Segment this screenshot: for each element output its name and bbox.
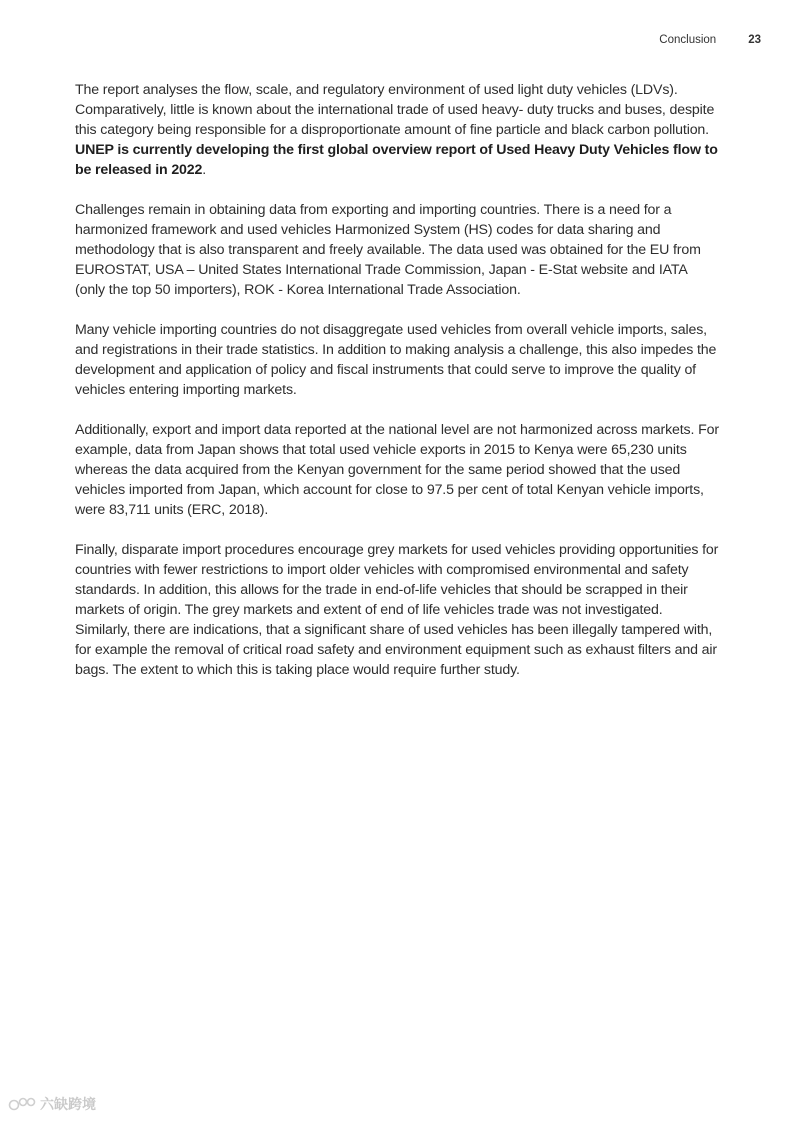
paragraph-1-end: . [202,162,207,178]
running-header [659,34,761,46]
paragraph-1-text: The report analyses the flow, scale, and regulatory environment of used light duty vehicles (LDVs). Comparatively, little is known about the international trade of used heavy- duty trucks and buses, despite this category being responsible for a disproportionate amount of fine particle and black carbon pollution. [75,82,715,138]
watermark-logo-icon [8,1096,36,1112]
section-title: Conclusion [659,34,717,46]
watermark-text: 六缺跨境 [40,1096,96,1112]
body-text [75,80,720,700]
paragraph-2: Challenges remain in obtaining data from exporting and importing countries. There is a need for a harmonized framework and used vehicles Harmonized System (HS) codes for data sharing and methodology that is also transparent and freely available. The data used was obtained for the EU from EUROSTAT, USA – United States International Trade Commission, Japan - E-Stat website and IATA (only the top 50 importers), ROK - Korea International Trade Association. [75,202,701,298]
paragraph-4: Additionally, export and import data reported at the national level are not harmonized across markets. For example, data from Japan shows that total used vehicle exports in 2015 to Kenya were 65,230 units whereas the data acquired from the Kenyan government for the same period showed that the used vehicles imported from Japan, which account for close to 97.5 per cent of total Kenyan vehicle imports, were 83,711 units (ERC, 2018). [75,422,719,518]
paragraph-1 [75,80,720,180]
watermark [8,1094,96,1114]
paragraph-3: Many vehicle importing countries do not disaggregate used vehicles from overall vehicle imports, sales, and registrations in their trade statistics. In addition to making analysis a challenge, this also impedes the development and application of policy and fiscal instruments that could serve to improve the quality of vehicles entering importing markets. [75,322,717,398]
paragraph-1-bold: UNEP is currently developing the first global overview report of Used Heavy Duty Vehicles flow to be released in 2022 [75,142,718,178]
paragraph-5: Finally, disparate import procedures encourage grey markets for used vehicles providing opportunities for countries with fewer restrictions to import older vehicles with compromised environmental and safety standards. In addition, this allows for the trade in end-of-life vehicles that should be scrapped in their markets of origin. The grey markets and extent of end of life vehicles trade was not investigated. Similarly, there are indications, that a significant share of used vehicles has been illegally tampered with, for example the removal of critical road safety and environment equipment such as exhaust filters and air bags. The extent to which this is taking place would require further study. [75,542,719,678]
page-number: 23 [748,34,761,46]
